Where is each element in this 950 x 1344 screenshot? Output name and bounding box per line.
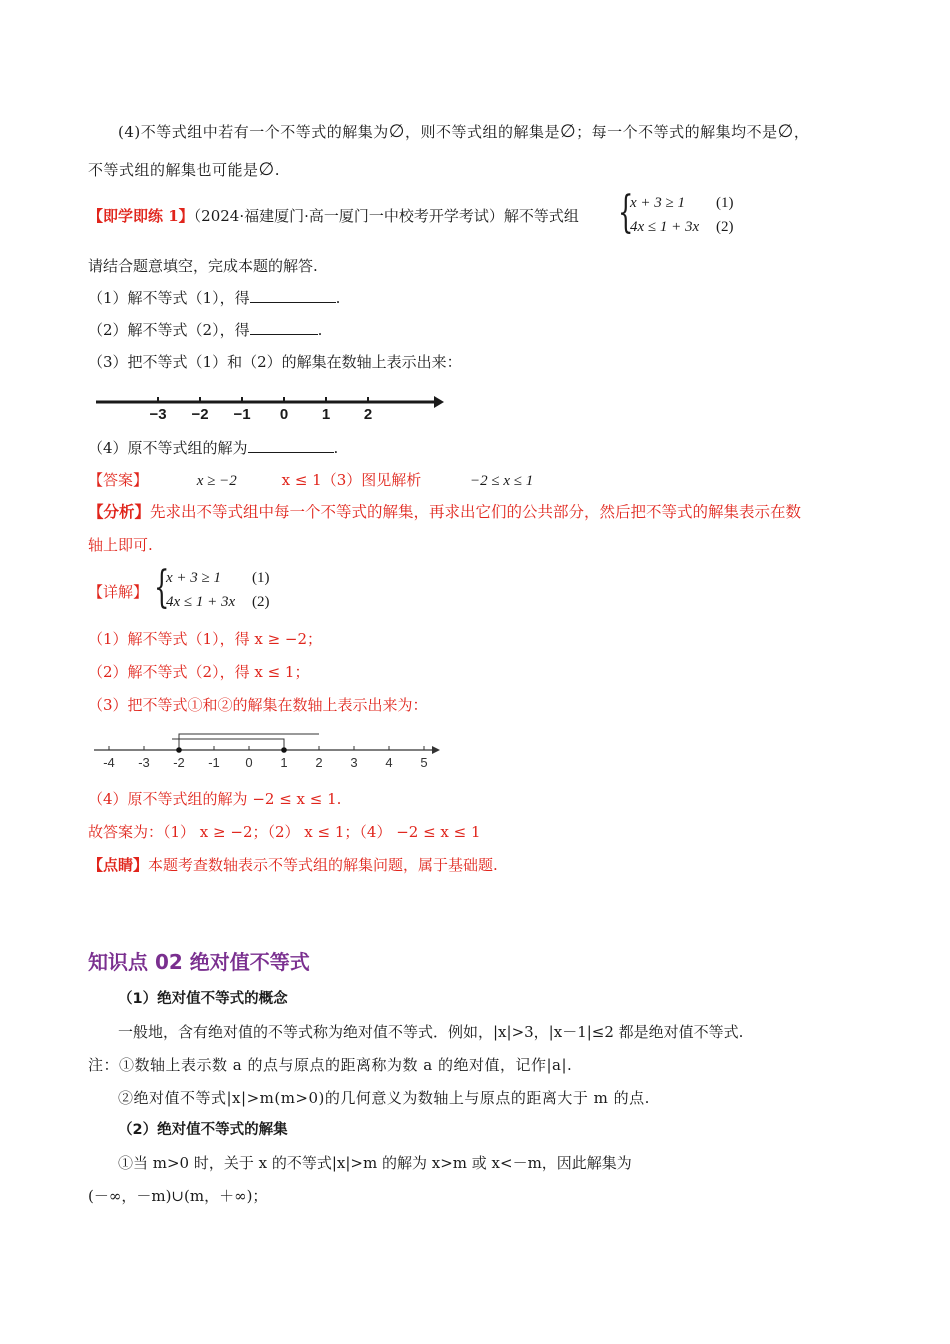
analysis-line1 <box>88 501 801 523</box>
subsection-2: （2）绝对值不等式的解集 <box>118 1122 288 1138</box>
intro-text-d: ， <box>793 123 810 141</box>
detail-system-tag-2: (2) <box>252 594 270 610</box>
comment-label: 【点睛】 <box>88 856 149 874</box>
period: . <box>333 439 339 457</box>
system-row-2: 4x ≤ 1 + 3x <box>630 219 700 235</box>
analysis-line2: 轴上即可. <box>88 536 153 554</box>
comment-text: 本题考查数轴表示不等式组的解集问题，属于基础题. <box>148 856 498 874</box>
tick-label: 2 <box>363 406 373 423</box>
system-tag-2: (2) <box>716 219 734 235</box>
empty-set-symbol: ∅ <box>559 121 577 142</box>
detail-system-row-1: x + 3 ≥ 1 <box>166 570 222 586</box>
tick-label: 1 <box>280 755 288 770</box>
question-3: （3）把不等式（1）和（2）的解集在数轴上表示出来： <box>88 353 462 371</box>
tick-label: 5 <box>420 755 428 770</box>
number-line-blank <box>94 384 446 424</box>
answer-blank-1[interactable] <box>250 288 336 303</box>
answer-blank-2[interactable] <box>250 320 318 335</box>
detail-label: 【详解】 <box>88 583 149 601</box>
intro-text-f: . <box>274 161 280 179</box>
detail-step-3: （3）把不等式①和②的解集在数轴上表示出来为： <box>88 696 428 714</box>
system-tag-1: (1) <box>716 195 734 211</box>
paragraph-1: 一般地，含有绝对值的不等式称为绝对值不等式．例如，|x|>3，|x－1|≤2 都是绝对值不等式. <box>118 1023 744 1041</box>
question-2 <box>88 319 322 341</box>
axis-arrow-icon <box>434 396 444 408</box>
endpoint-left <box>176 747 182 753</box>
detail-system-tag-1: (1) <box>252 570 270 586</box>
note-1: 注：①数轴上表示数 a 的点与原点的距离称为数 a 的绝对值，记作|a|. <box>88 1056 573 1074</box>
tick-label: -3 <box>138 755 150 770</box>
tick-label: 4 <box>385 755 393 770</box>
tick-label: −3 <box>149 406 167 423</box>
tick-label: 0 <box>245 755 253 770</box>
tick-label: 1 <box>321 406 331 423</box>
system-row-1: x + 3 ≥ 1 <box>630 195 686 211</box>
period: . <box>317 321 323 339</box>
empty-set-symbol: ∅ <box>388 121 405 142</box>
analysis-label: 【分析】 <box>88 502 151 521</box>
intro-text-e: 不等式组的解集也可能是 <box>88 161 259 179</box>
final-answer: 故答案为：（1） x ≥ −2；（2） x ≤ 1；（4） −2 ≤ x ≤ 1 <box>88 823 481 841</box>
question-1 <box>88 287 340 309</box>
exercise-header <box>88 205 579 227</box>
number-line-solution <box>92 726 444 776</box>
detail-step-4: （4）原不等式组的解为 −2 ≤ x ≤ 1. <box>88 790 342 808</box>
detail-system-row-2: 4x ≤ 1 + 3x <box>166 594 236 610</box>
solution-ray-le <box>172 739 284 750</box>
tick-label: −2 <box>191 406 209 423</box>
answer-2: x ≤ 1（3）图见解析 <box>281 471 422 489</box>
brace-icon: { <box>618 187 634 238</box>
intro-paragraph-line1 <box>118 121 809 143</box>
section-title: 知识点 02 绝对值不等式 <box>88 950 310 974</box>
question-4-text: （4）原不等式组的解为 <box>88 439 248 457</box>
answer-3: −2 ≤ x ≤ 1 <box>470 473 534 489</box>
tick-label: -2 <box>173 755 185 770</box>
answer-label: 【答案】 <box>88 471 149 489</box>
question-4 <box>88 437 338 459</box>
exercise-label: 【即学即练 1】 <box>88 207 194 225</box>
exercise-source: （2024·福建厦门·高一厦门一中校考开学考试）解不等式组 <box>193 207 579 225</box>
comment-line <box>88 854 498 876</box>
question-2-text: （2）解不等式（2），得 <box>88 321 250 339</box>
detail-system <box>154 562 284 614</box>
tick-label: -1 <box>208 755 220 770</box>
tick-label: 0 <box>279 406 289 423</box>
tick-label: −1 <box>233 406 251 423</box>
note-2: ②绝对值不等式|x|>m(m>0)的几何意义为数轴上与原点的距离大于 m 的点. <box>118 1089 650 1107</box>
answer-1: x ≥ −2 <box>196 473 237 489</box>
period: . <box>335 289 341 307</box>
intro-text-a: (4)不等式组中若有一个不等式的解集为 <box>118 123 389 141</box>
intro-text-b: ，则不等式组的解集是 <box>404 123 560 141</box>
detail-step-1: （1）解不等式（1），得 x ≥ −2； <box>88 630 323 648</box>
intro-text-c: ；每一个不等式的解集均不是 <box>576 123 778 141</box>
axis-arrow-icon <box>432 746 440 754</box>
detail-step-2: （2）解不等式（2），得 x ≤ 1； <box>88 663 310 681</box>
question-1-text: （1）解不等式（1），得 <box>88 289 250 307</box>
tick-label: -4 <box>103 755 115 770</box>
subsection-1: （1）绝对值不等式的概念 <box>118 991 288 1007</box>
endpoint-right <box>281 747 287 753</box>
intro-paragraph-line2 <box>88 159 280 181</box>
empty-set-symbol: ∅ <box>777 121 794 142</box>
exercise-system <box>618 187 748 239</box>
tick-label: 2 <box>315 755 323 770</box>
tick-label: 3 <box>350 755 358 770</box>
paragraph-3: (－∞，－m)∪(m，＋∞)； <box>88 1187 268 1205</box>
answer-line <box>88 469 533 492</box>
paragraph-2: ①当 m>0 时，关于 x 的不等式|x|>m 的解为 x>m 或 x<－m，因此解集为 <box>118 1154 632 1172</box>
analysis-text-1: 先求出不等式组中每一个不等式的解集，再求出它们的公共部分，然后把不等式的解集表示在数 <box>150 503 802 521</box>
answer-blank-4[interactable] <box>248 438 334 453</box>
brace-icon: { <box>154 562 170 613</box>
instruction: 请结合题意填空，完成本题的解答. <box>88 257 318 275</box>
empty-set-symbol: ∅ <box>258 159 275 180</box>
